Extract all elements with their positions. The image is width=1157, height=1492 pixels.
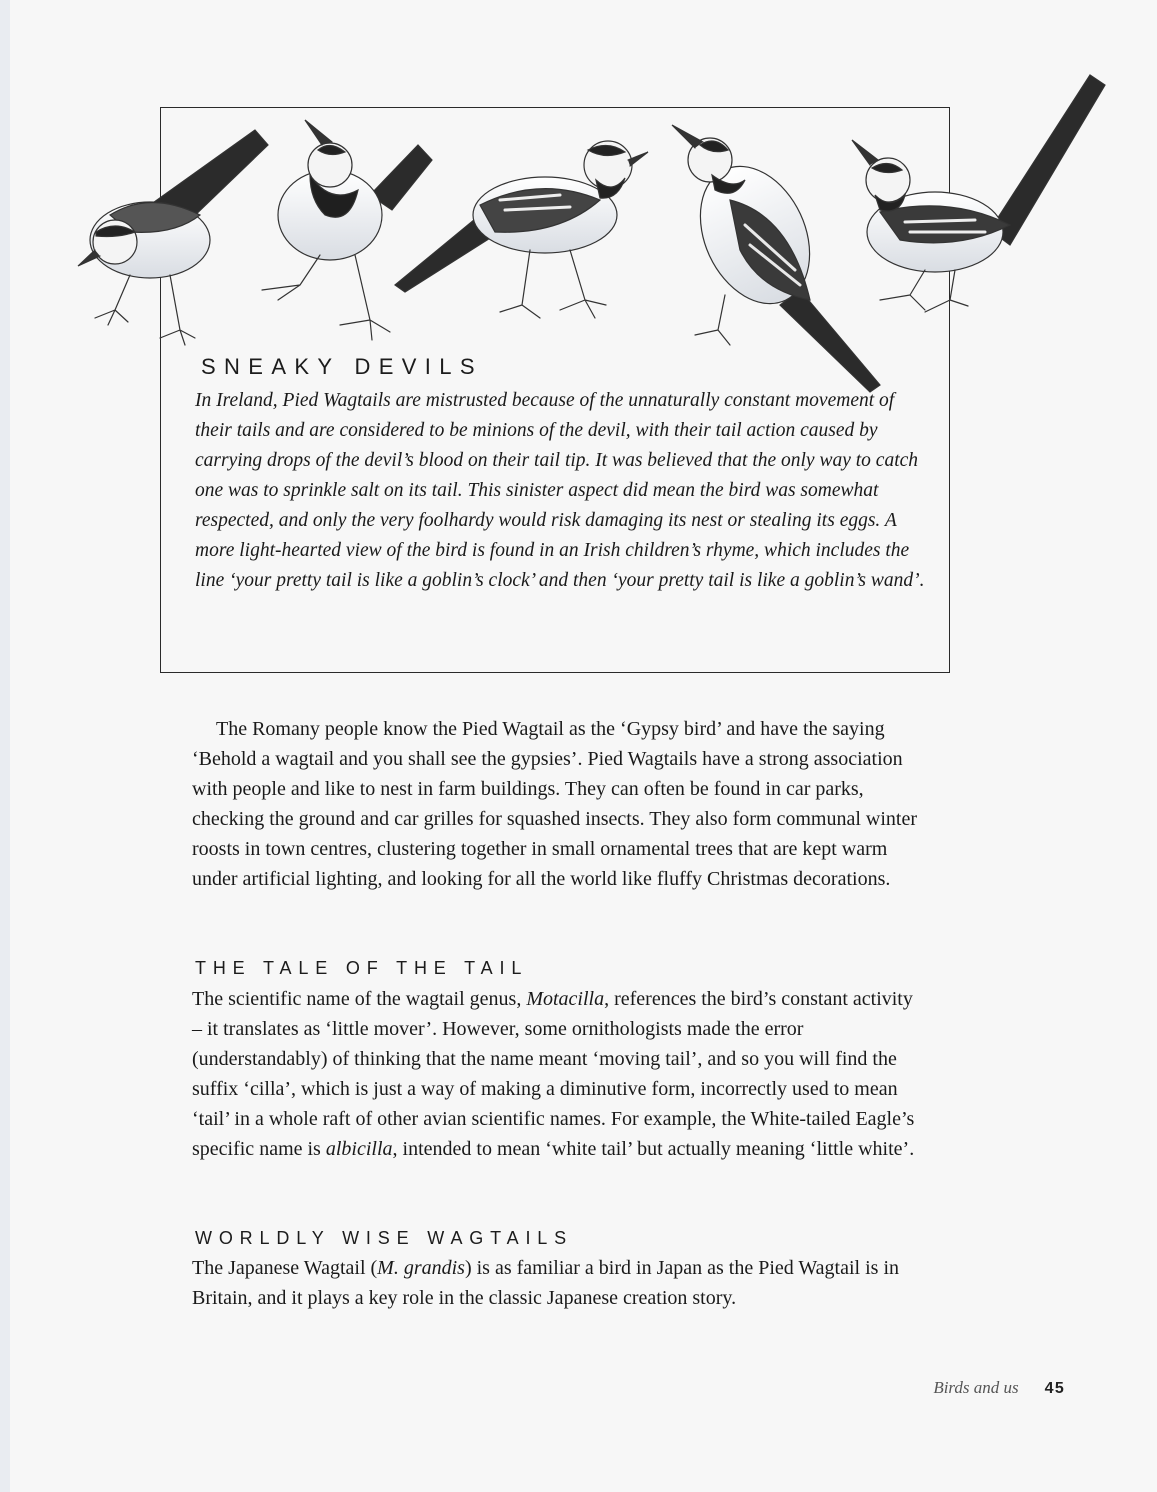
footer-section-title: Birds and us: [933, 1378, 1019, 1397]
tale-text-2: , references the bird’s constant activity – it translates as ‘little mover’. However, some ornithologists made the error (understandably) of thinking that the name meant ‘moving tail’, and so you will find the suffix ‘cilla’, which is just a way of making a diminutive form, incorrectly used to mean ‘tail’ in a whole raft of other avian scientific names. For example, the White-tailed Eagle’s specific name is: [192, 988, 915, 1160]
wagtail-bird-4: [672, 125, 880, 392]
page-footer: [933, 1378, 1065, 1398]
tale-heading: THE TALE OF THE TAIL: [195, 958, 529, 978]
wagtail-bird-1: [78, 130, 268, 345]
worldly-text-2: ) is as familiar a bird in Japan as the Pied Wagtail is in Britain, and it plays a key role in the classic Japanese creation story.: [192, 1257, 900, 1309]
worldly-text-1: The Japanese Wagtail (: [192, 1257, 378, 1279]
wagtail-bird-2: [262, 120, 432, 340]
species-name: albicilla: [325, 1138, 393, 1160]
tale-paragraph: [192, 984, 922, 1164]
wagtail-bird-3: [395, 141, 648, 318]
romany-paragraph: The Romany people know the Pied Wagtail as the ‘Gypsy bird’ and have the saying ‘Behold a wagtail and you shall see the gypsies’. Pied Wagtails have a strong association with people and like to nest in farm buildings. They can often be found in car parks, checking the ground and car grilles for squashed insects. They also form communal winter roosts in town centres, clustering together in small ornamental trees that are kept warm under artificial lighting, and looking for all the world like fluffy Christmas decorations.: [192, 718, 917, 890]
genus-name: Motacilla: [526, 988, 605, 1010]
page-number: 45: [1044, 1380, 1065, 1397]
sidebar-heading: SNEAKY DEVILS: [201, 354, 483, 379]
japanese-species-name: M. grandis: [377, 1257, 465, 1279]
tale-text-3: , intended to mean ‘white tail’ but actually meaning ‘little white’.: [392, 1138, 915, 1160]
worldly-heading: WORLDLY WISE WAGTAILS: [195, 1228, 574, 1248]
tale-text-1: The scientific name of the wagtail genus,: [192, 988, 527, 1010]
worldly-paragraph: [192, 1253, 922, 1313]
wagtail-illustration: [0, 0, 1157, 400]
wagtail-bird-5: [852, 75, 1105, 312]
sidebar-body: In Ireland, Pied Wagtails are mistrusted because of the unnaturally constant movement of their tails and are considered to be minions of the devil, with their tail action caused by carrying drops of the devil’s blood on their tail tip. It was believed that the only way to catch one was to sprinkle salt on its tail. This sinister aspect did mean the bird was somewhat respected, and only the very foolhardy would risk damaging its nest or stealing its eggs. A more light-hearted view of the bird is found in an Irish children’s rhyme, which includes the line ‘your pretty tail is like a goblin’s clock’ and then ‘your pretty tail is like a goblin’s wand’.: [195, 390, 925, 591]
